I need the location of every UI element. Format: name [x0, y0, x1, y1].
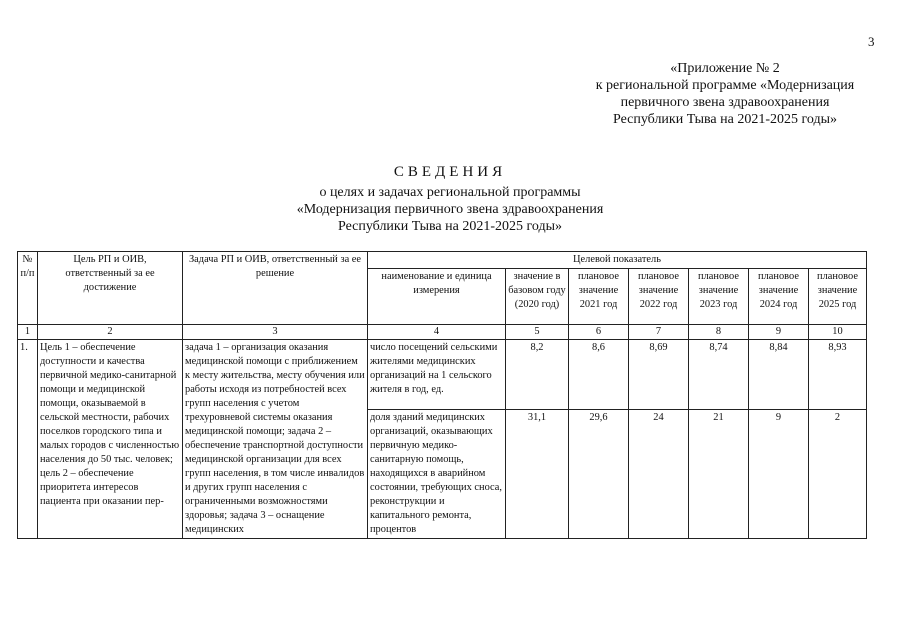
indicator-name: доля зданий медицинских организаций, оказывающих первичную медико-санитарную помощь, находящихся в аварийном состоянии, требующих сноса, реконструкции и капитального ремонта, процентов	[368, 410, 506, 539]
column-number: 3	[183, 325, 368, 340]
indicator-plan-2024: 8,84	[749, 340, 809, 410]
column-number: 6	[569, 325, 629, 340]
header-num: № п/п	[18, 252, 38, 325]
header-plan-2024: плановое значение 2024 год	[749, 269, 809, 325]
header-base-value: значение в базовом году (2020 год)	[506, 269, 569, 325]
appendix-line: Республики Тыва на 2021-2025 годы»	[612, 112, 838, 127]
indicator-plan-2024: 9	[749, 410, 809, 539]
indicator-plan-2023: 8,74	[689, 340, 749, 410]
column-number: 5	[506, 325, 569, 340]
document-title	[200, 164, 700, 235]
header-plan-2023: плановое значение 2023 год	[689, 269, 749, 325]
appendix-line: к региональной программе «Модернизация	[595, 78, 855, 93]
indicator-base-value: 8,2	[506, 340, 569, 410]
indicator-plan-2022: 8,69	[629, 340, 689, 410]
column-number: 10	[809, 325, 867, 340]
indicator-plan-2025: 8,93	[809, 340, 867, 410]
column-number: 8	[689, 325, 749, 340]
title-heading: СВЕДЕНИЯ	[393, 164, 507, 180]
header-indicator-name: наименование и единица измерения	[368, 269, 506, 325]
title-line: о целях и задачах региональной программы	[319, 185, 581, 200]
title-line: «Модернизация первичного звена здравоохранения	[296, 202, 604, 217]
indicator-plan-2021: 8,6	[569, 340, 629, 410]
column-number-row	[18, 325, 867, 340]
goal-cell: Цель 1 – обеспечение доступности и качества первичной медико-санитарной помощи и медицинской помощи, оказываемой в сельской местности, рабочих поселков городского типа и малых городов с численностью населения до 50 тыс. человек; цель 2 – обеспечение приоритета интересов пациента при оказании пер-	[38, 340, 183, 539]
column-number: 7	[629, 325, 689, 340]
header-target: Целевой показатель	[368, 252, 867, 269]
indicator-plan-2022: 24	[629, 410, 689, 539]
indicator-plan-2023: 21	[689, 410, 749, 539]
indicator-plan-2025: 2	[809, 410, 867, 539]
indicator-base-value: 31,1	[506, 410, 569, 539]
indicator-name: число посещений сельскими жителями медицинских организаций на 1 сельского жителя в год, ед.	[368, 340, 506, 410]
column-number: 2	[38, 325, 183, 340]
table-row	[18, 340, 867, 410]
header-plan-2025: плановое значение 2025 год	[809, 269, 867, 325]
indicator-plan-2021: 29,6	[569, 410, 629, 539]
goals-table	[17, 251, 867, 539]
column-number: 1	[18, 325, 38, 340]
row-number: 1.	[18, 340, 38, 539]
column-number: 9	[749, 325, 809, 340]
header-goal: Цель РП и ОИВ, ответственный за ее достижение	[38, 252, 183, 325]
header-task: Задача РП и ОИВ, ответственный за ее решение	[183, 252, 368, 325]
header-plan-2021: плановое значение 2021 год	[569, 269, 629, 325]
appendix-header	[560, 60, 890, 128]
appendix-line: первичного звена здравоохранения	[620, 95, 830, 110]
title-line: Республики Тыва на 2021-2025 годы»	[337, 219, 563, 234]
header-plan-2022: плановое значение 2022 год	[629, 269, 689, 325]
column-number: 4	[368, 325, 506, 340]
task-cell: задача 1 – организация оказания медицинской помощи с приближением к месту жительства, месту обучения или работы исходя из потребностей всех групп населения с учетом трехуровневой системы оказания медицинской помощи; задача 2 – обеспечение транспортной доступности медицинской организации для всех групп населения, в том числе инвалидов и других групп населения с ограниченными возможностями здоровья; задача 3 – оснащение медицинских	[183, 340, 368, 539]
appendix-line: «Приложение № 2	[670, 61, 780, 76]
page-number: 3	[868, 34, 875, 49]
